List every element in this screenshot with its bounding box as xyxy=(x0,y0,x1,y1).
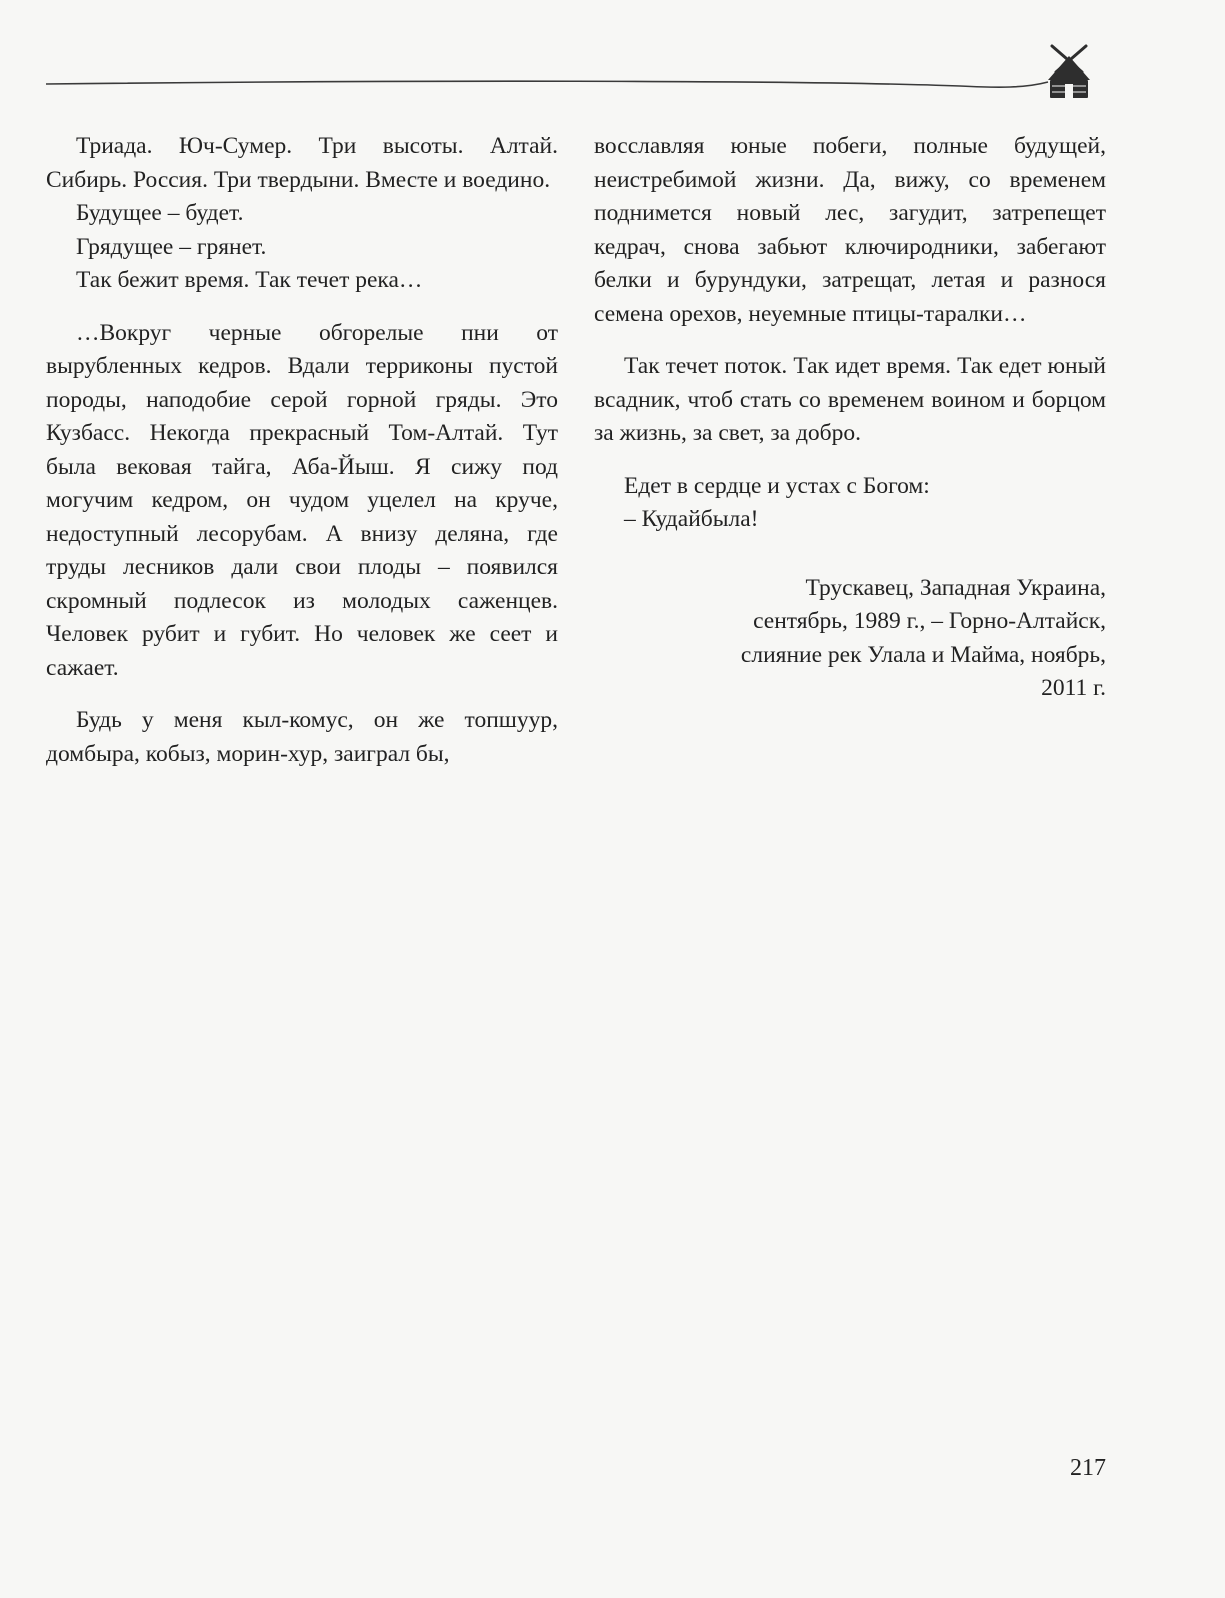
page-number: 217 xyxy=(1070,1455,1106,1481)
header-rule xyxy=(0,0,1225,120)
signature-line: слияние рек Улала и Майма, ноябрь, xyxy=(740,641,1106,668)
paragraph: Грядущее – грянет. xyxy=(76,233,267,260)
signature-line: 2011 г. xyxy=(1041,675,1106,701)
paragraph: – Кудайбыла! xyxy=(624,506,759,532)
paragraph: …Вокруг черные обгорелые пни от вырубленных кедров. Вдали терриконы пустой породы, наподобие серой горной гряды. Это Кузбасс. Некогда прекрасный Том-Алтай. Тут была вековая тайга, Аба-Йыш. Я сижу под могучим кедром, он чудом уцелел на круче, недоступный лесорубам. А внизу деляна, где труды лесников дали свои плоды – появился скромный подлесок из молодых саженцев. Человек рубит и губит. Но человек же сеет и сажает. xyxy=(46,319,558,681)
right-text-column xyxy=(594,130,1106,706)
paragraph: восславляя юные побеги, полные будущей, неистребимой жизни. Да, вижу, со временем поднимется новый лес, загудит, затрепещет кедрач, снова забьют ключиродники, забегают белки и бурундуки, затрещат, летая и разнося семена орехов, неуемные птицы-таралки… xyxy=(594,133,1106,327)
paragraph: Триада. Юч-Сумер. Три высоты. Алтай. Сибирь. Россия. Три твердыни. Вместе и воедино. xyxy=(46,133,558,193)
paragraph: Будь у меня кыл-комус, он же топшуур, домбыра, кобыз, морин-хур, заиграл бы, xyxy=(46,707,558,767)
paragraph: Так бежит время. Так течет река… xyxy=(76,267,423,293)
paragraph: Будущее – будет. xyxy=(76,200,244,226)
paragraph: Так течет поток. Так идет время. Так едет юный всадник, чтоб стать со временем воином и борцом за жизнь, за свет, за добро. xyxy=(594,353,1106,446)
signature-line: Трускавец, Западная Украина, xyxy=(805,574,1106,601)
place-date-signature xyxy=(594,572,1106,706)
hut-icon xyxy=(1048,46,1090,98)
paragraph: Едет в сердце и устах с Богом: xyxy=(624,472,930,499)
signature-line: сентябрь, 1989 г., – Горно-Алтайск, xyxy=(753,608,1106,634)
left-text-column xyxy=(46,130,558,771)
